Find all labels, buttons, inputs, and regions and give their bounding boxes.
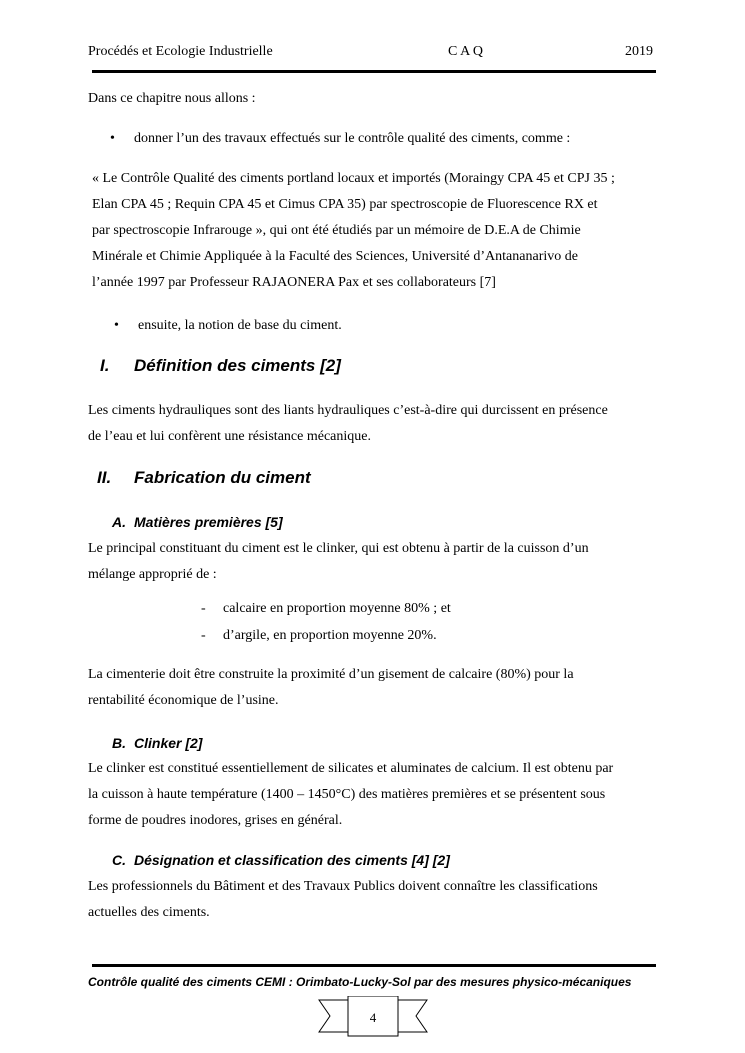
subsection-a-heading [112, 514, 283, 530]
header-left: Procédés et Ecologie Industrielle [88, 44, 273, 59]
quote-paragraph [92, 166, 662, 296]
text-line: Les professionnels du Bâtiment et des Travaux Publics doivent connaître les classifications [88, 879, 598, 894]
header-center: C A Q [448, 44, 484, 59]
header-right: 2019 [625, 44, 653, 59]
dash-marker: - [201, 628, 206, 643]
subsection-a-title: Matières premières [5] [134, 514, 283, 530]
text-line: la cuisson à haute température (1400 – 1450°C) des matières premières et se présentent sous [88, 787, 606, 802]
quote-line: « Le Contrôle Qualité des ciments portland locaux et importés (Moraingy CPA 45 et CPJ 35 ; [92, 171, 615, 186]
subsection-b-heading [112, 735, 202, 751]
bullet-1-text: donner l’un des travaux effectués sur le contrôle qualité des ciments, comme : [134, 131, 571, 146]
subsection-b-title: Clinker [2] [134, 735, 203, 751]
subsection-c-number: C. [112, 852, 126, 868]
bullet-dot: • [110, 131, 115, 146]
quote-line: l’année 1997 par Professeur RAJAONERA Pax et ses collaborateurs [7] [92, 275, 496, 290]
text-line: La cimenterie doit être construite la proximité d’un gisement de calcaire (80%) pour la [88, 667, 574, 682]
bullet-2-text: ensuite, la notion de base du ciment. [138, 318, 342, 333]
text-line: Le clinker est constitué essentiellement de silicates et aluminates de calcium. Il est obtenu par [88, 761, 614, 776]
page-number: 4 [369, 1010, 377, 1025]
subsection-a-after [88, 662, 658, 714]
text-line: actuelles des ciments. [88, 905, 210, 920]
subsection-b-number: B. [112, 735, 126, 751]
intro-text: Dans ce chapitre nous allons : [88, 91, 256, 106]
bullet-dot: • [114, 318, 119, 333]
text-line: Les ciments hydrauliques sont des liants hydrauliques c’est-à-dire qui durcissent en présence [88, 403, 608, 418]
subsection-b-text [88, 756, 658, 834]
section-1-text [88, 398, 658, 450]
section-1-title: Définition des ciments [2] [134, 356, 341, 375]
bullet-1 [110, 129, 570, 149]
text-line: de l’eau et lui confèrent une résistance mécanique. [88, 429, 371, 444]
section-2-title: Fabrication du ciment [134, 468, 311, 487]
text-line: Le principal constituant du ciment est le clinker, qui est obtenu à partir de la cuisson d’un [88, 541, 589, 556]
dash-item [201, 595, 451, 622]
text-line: mélange approprié de : [88, 567, 217, 582]
subsection-c-text [88, 874, 658, 926]
dash-item-text: calcaire en proportion moyenne 80% ; et [223, 601, 451, 616]
section-1-number: I. [100, 356, 110, 375]
footer-rule [92, 964, 656, 967]
subsection-a-number: A. [112, 514, 126, 530]
section-1-heading [100, 356, 341, 376]
header-rule [92, 70, 656, 73]
subsection-c-title: Désignation et classification des ciments [4] [2] [134, 852, 450, 868]
section-2-number: II. [97, 468, 112, 487]
bullet-2 [114, 316, 342, 336]
subsection-c-heading [112, 852, 450, 868]
dash-item [201, 622, 451, 649]
text-line: rentabilité économique de l’usine. [88, 693, 279, 708]
text-line: forme de poudres inodores, grises en général. [88, 813, 343, 828]
subsection-a-text [88, 536, 658, 588]
dash-marker: - [201, 601, 206, 616]
section-2-heading [97, 468, 311, 488]
quote-line: Minérale et Chimie Appliquée à la Faculté des Sciences, Université d’Antananarivo de [92, 249, 578, 264]
footer-text: Contrôle qualité des ciments CEMI : Orimbato-Lucky-Sol par des mesures physico-mécaniques [88, 975, 632, 989]
quote-line: Elan CPA 45 ; Requin CPA 45 et Cimus CPA 35) par spectroscopie de Fluorescence RX et [92, 197, 598, 212]
dash-list [201, 595, 451, 649]
dash-item-text: d’argile, en proportion moyenne 20%. [223, 628, 437, 643]
quote-line: par spectroscopie Infrarouge », qui ont été étudiés par un mémoire de D.E.A de Chimie [92, 223, 581, 238]
